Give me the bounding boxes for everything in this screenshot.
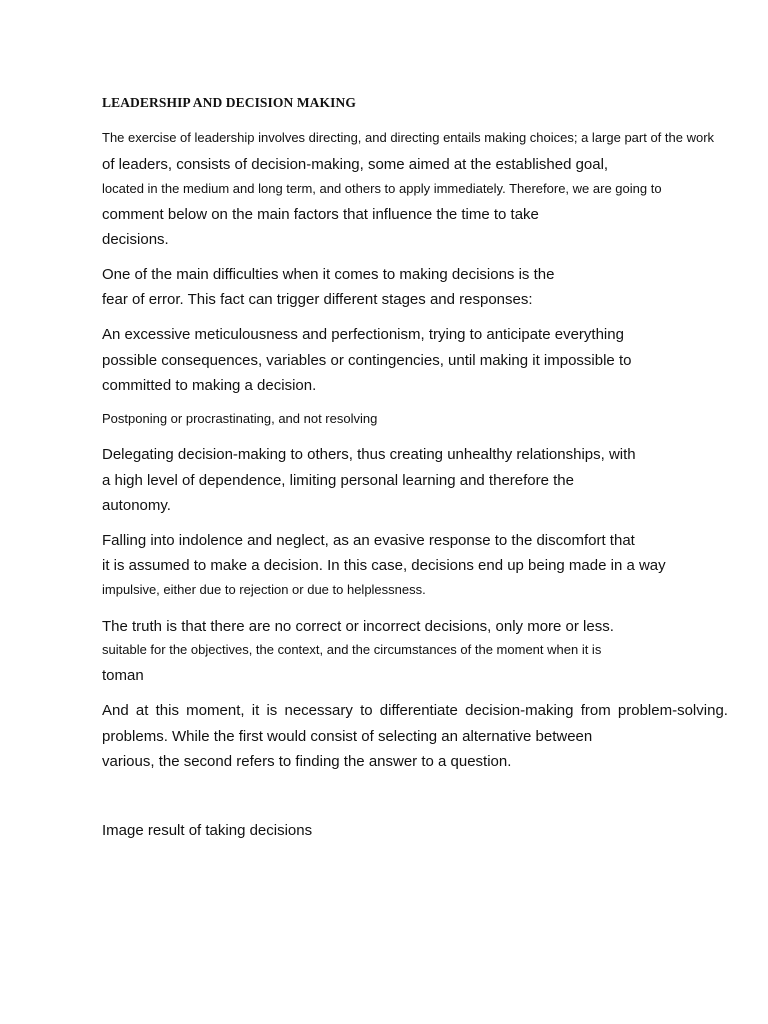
word: it (251, 702, 260, 719)
word: differentiate (379, 702, 458, 719)
word: necessary (284, 702, 353, 719)
text-line: fear of error. This fact can trigger different stages and responses: (102, 291, 533, 308)
image-caption: Image result of taking decisions (102, 822, 313, 839)
text-line: One of the main difficulties when it comes to making decisions is the (102, 266, 555, 283)
text-line: The truth is that there are no correct or incorrect decisions, only more or less. (102, 618, 614, 635)
text-line: various, the second refers to finding the answer to a question. (102, 753, 512, 770)
text-line: An excessive meticulousness and perfectionism, trying to anticipate everything (102, 326, 624, 343)
text-line: Postponing or procrastinating, and not resolving (102, 411, 378, 426)
text-line: located in the medium and long term, and others to apply immediately. Therefore, we are going to (102, 181, 662, 196)
word: decision-making (465, 702, 574, 719)
text-line: of leaders, consists of decision-making, some aimed at the established goal, (102, 156, 609, 173)
text-line: impulsive, either due to rejection or due to helplessness. (102, 582, 426, 597)
text-line: suitable for the objectives, the context, and the circumstances of the moment when it is (102, 642, 602, 657)
word: to (360, 702, 373, 719)
word: moment, (186, 702, 245, 719)
word: And (102, 702, 129, 719)
text-line: committed to making a decision. (102, 377, 317, 394)
word: this (155, 702, 179, 719)
word: from (580, 702, 611, 719)
word: problem-solving. (617, 702, 728, 719)
text-line: a high level of dependence, limiting personal learning and therefore the (102, 472, 574, 489)
text-line: Delegating decision-making to others, thus creating unhealthy relationships, with (102, 446, 636, 463)
text-line: toman (102, 667, 144, 684)
text-line: autonomy. (102, 497, 171, 514)
word: is (266, 702, 278, 719)
text-line: possible consequences, variables or contingencies, until making it impossible to (102, 352, 632, 369)
text-line: decisions. (102, 231, 169, 248)
text-line: Falling into indolence and neglect, as an evasive response to the discomfort that (102, 532, 635, 549)
document-title: LEADERSHIP AND DECISION MAKING (102, 95, 356, 110)
justified-text-line (102, 703, 728, 718)
text-line: it is assumed to make a decision. In this case, decisions end up being made in a way (102, 557, 666, 574)
word: at (135, 702, 149, 719)
text-line: problems. While the first would consist of selecting an alternative between (102, 728, 593, 745)
text-line: comment below on the main factors that influence the time to take (102, 206, 539, 223)
text-line: The exercise of leadership involves directing, and directing entails making choices; a large part of the work (102, 130, 715, 145)
